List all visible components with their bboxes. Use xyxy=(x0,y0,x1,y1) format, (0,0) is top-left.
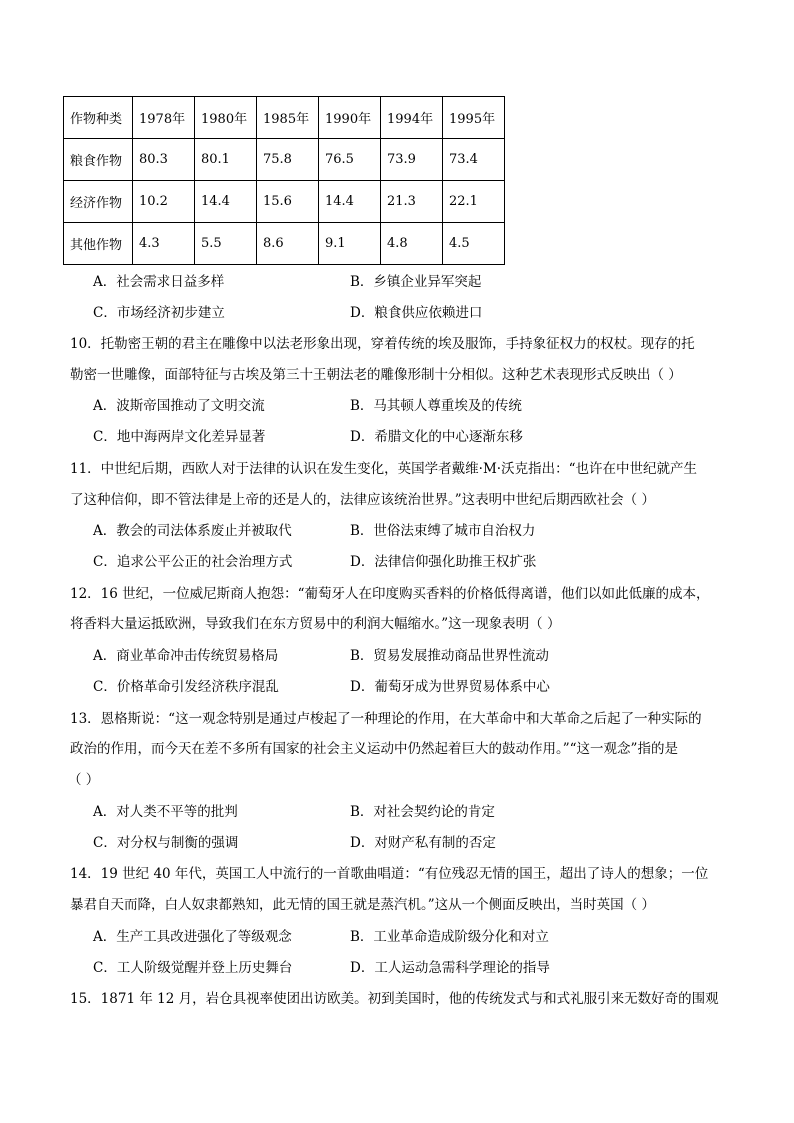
table-cell: 14.4 xyxy=(319,181,381,223)
table-cell: 4.5 xyxy=(443,223,505,265)
q10-option-c[interactable]: C．地中海两岸文化差异显著 xyxy=(93,429,266,445)
q13-option-b[interactable]: B．对社会契约论的肯定 xyxy=(350,804,495,820)
q9-option-a[interactable]: A．社会需求日益多样 xyxy=(93,274,225,290)
table-cell: 4.8 xyxy=(381,223,443,265)
q13-option-d[interactable]: D．对财产私有制的否定 xyxy=(350,835,496,851)
table-row xyxy=(64,181,505,223)
table-header-cell: 1980年 xyxy=(195,97,257,139)
q12-option-a[interactable]: A．商业革命冲击传统贸易格局 xyxy=(93,648,279,664)
q14-stem-line-1: 14．19 世纪 40 年代，英国工人中流行的一首歌曲唱道：“有位残忍无情的国王，超出了诗人的想象；一位 xyxy=(70,866,709,882)
q13-option-c[interactable]: C．对分权与制衡的强调 xyxy=(93,835,239,851)
q14-option-d[interactable]: D．工人运动急需科学理论的指导 xyxy=(350,960,550,976)
table-cell: 21.3 xyxy=(381,181,443,223)
q15-stem-line-1: 15．1871 年 12 月，岩仓具视率使团出访欧美。初到美国时，他的传统发式与和式礼服引来无数好奇的围观 xyxy=(70,991,719,1007)
q9-option-d[interactable]: D．粮食供应依赖进口 xyxy=(350,305,483,321)
table-header-row xyxy=(64,97,505,139)
q11-option-c[interactable]: C．追求公平公正的社会治理方式 xyxy=(93,554,293,570)
q13-option-a[interactable]: A．对人类不平等的批判 xyxy=(93,804,238,820)
table-row xyxy=(64,139,505,181)
q12-stem-line-1: 12．16 世纪，一位威尼斯商人抱怨：“葡萄牙人在印度购买香料的价格低得离谱，他们以如此低廉的成本， xyxy=(70,586,710,602)
table-header-cell: 1994年 xyxy=(381,97,443,139)
q11-stem-line-1: 11．中世纪后期，西欧人对于法律的认识在发生变化，英国学者戴维·M·沃克指出：“也许在中世纪就产生 xyxy=(70,461,697,477)
q10-option-d[interactable]: D．希腊文化的中心逐渐东移 xyxy=(350,429,523,445)
q12-option-b[interactable]: B．贸易发展推动商品世界性流动 xyxy=(350,648,549,664)
table-cell: 14.4 xyxy=(195,181,257,223)
table-header-cell: 1990年 xyxy=(319,97,381,139)
table-cell: 22.1 xyxy=(443,181,505,223)
table-cell: 75.8 xyxy=(257,139,319,181)
q10-stem-line-2: 勒密一世雕像，面部特征与古埃及第三十王朝法老的雕像形制十分相似。这种艺术表现形式反映出（ ） xyxy=(70,367,682,383)
table-cell: 76.5 xyxy=(319,139,381,181)
table-cell: 其他作物 xyxy=(64,223,133,265)
q14-option-b[interactable]: B．工业革命造成阶级分化和对立 xyxy=(350,929,549,945)
crop-proportion-table xyxy=(63,96,505,265)
q10-option-b[interactable]: B．马其顿人尊重埃及的传统 xyxy=(350,398,522,414)
q11-option-d[interactable]: D．法律信仰强化助推王权扩张 xyxy=(350,554,537,570)
q13-stem-line-1: 13．恩格斯说：“这一观念特别是通过卢梭起了一种理论的作用，在大革命中和大革命之后起了一种实际的 xyxy=(70,711,702,727)
q14-option-c[interactable]: C．工人阶级觉醒并登上历史舞台 xyxy=(93,960,293,976)
q9-option-b[interactable]: B．乡镇企业异军突起 xyxy=(350,274,482,290)
q11-option-b[interactable]: B．世俗法束缚了城市自治权力 xyxy=(350,523,536,539)
table-cell: 经济作物 xyxy=(64,181,133,223)
table-cell: 80.1 xyxy=(195,139,257,181)
table-cell: 73.4 xyxy=(443,139,505,181)
q12-stem-line-2: 将香料大量运抵欧洲，导致我们在东方贸易中的利润大幅缩水。”这一现象表明（ ） xyxy=(70,616,561,632)
table-header-cell: 作物种类 xyxy=(64,97,133,139)
q12-option-d[interactable]: D．葡萄牙成为世界贸易体系中心 xyxy=(350,679,550,695)
table-cell: 73.9 xyxy=(381,139,443,181)
q10-stem-line-1: 10．托勒密王朝的君主在雕像中以法老形象出现，穿着传统的埃及服饰，手持象征权力的权杖。现存的托 xyxy=(70,336,695,352)
table-cell: 80.3 xyxy=(133,139,195,181)
table-row xyxy=(64,223,505,265)
table-cell: 5.5 xyxy=(195,223,257,265)
table-cell: 9.1 xyxy=(319,223,381,265)
table-cell: 10.2 xyxy=(133,181,195,223)
q11-stem-line-2: 了这种信仰，即不管法律是上帝的还是人的，法律应该统治世界。”这表明中世纪后期西欧社会（ ） xyxy=(70,492,655,508)
table-header-cell: 1995年 xyxy=(443,97,505,139)
q13-stem-line-2: 政治的作用，而今天在差不多所有国家的社会主义运动中仍然起着巨大的鼓动作用。”“这一观念”指的是 xyxy=(70,741,678,757)
q10-option-a[interactable]: A．波斯帝国推动了文明交流 xyxy=(93,398,265,414)
q14-stem-line-2: 暴君自天而降，白人奴隶都熟知，此无情的国王就是蒸汽机。”这从一个侧面反映出，当时英国（ ） xyxy=(70,897,655,913)
table-cell: 粮食作物 xyxy=(64,139,133,181)
table-header-cell: 1985年 xyxy=(257,97,319,139)
table-header-cell: 1978年 xyxy=(133,97,195,139)
q11-option-a[interactable]: A．教会的司法体系废止并被取代 xyxy=(93,523,292,539)
table-cell: 4.3 xyxy=(133,223,195,265)
q9-option-c[interactable]: C．市场经济初步建立 xyxy=(93,305,225,321)
q13-answer-blank: （ ） xyxy=(68,772,100,788)
q14-option-a[interactable]: A．生产工具改进强化了等级观念 xyxy=(93,929,292,945)
table-cell: 8.6 xyxy=(257,223,319,265)
table-cell: 15.6 xyxy=(257,181,319,223)
q12-option-c[interactable]: C．价格革命引发经济秩序混乱 xyxy=(93,679,279,695)
